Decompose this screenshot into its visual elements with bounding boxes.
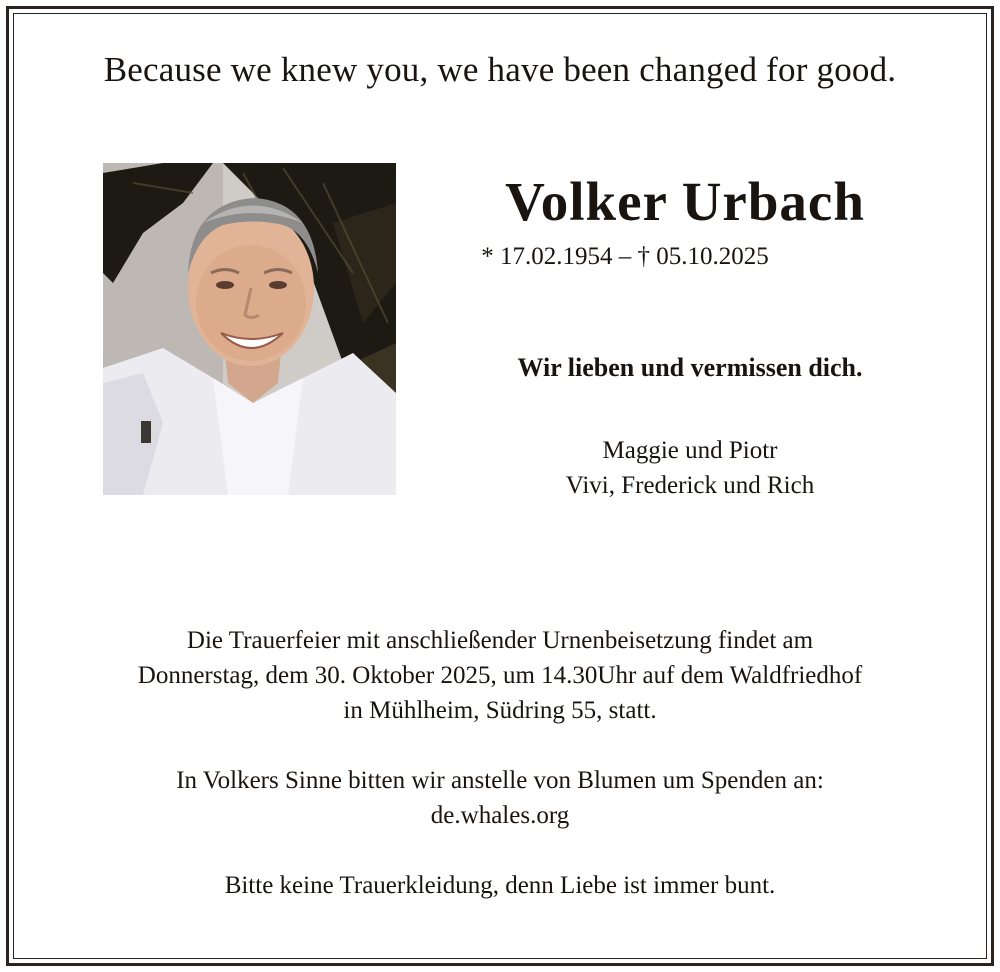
family-line: Maggie und Piotr	[602, 437, 778, 464]
family-names	[440, 433, 940, 503]
dress-code-note: Bitte keine Trauerkleidung, denn Liebe ist immer bunt.	[224, 872, 776, 899]
love-message: Wir lieben und vermissen dich.	[517, 353, 863, 382]
deceased-name: Volker Urbach	[505, 171, 865, 232]
donation-website: de.whales.org	[430, 802, 570, 829]
donation-text: In Volkers Sinne bitten wir anstelle von Blumen um Spenden an:	[176, 767, 824, 794]
ceremony-line: Die Trauerfeier mit anschließender Urnenbeisetzung findet am	[186, 627, 814, 654]
family-line: Vivi, Frederick und Rich	[565, 472, 815, 499]
ceremony-line: in Mühlheim, Südring 55, statt.	[343, 697, 657, 724]
motto-heading: Because we knew you, we have been changed for good.	[103, 50, 897, 89]
ceremony-details	[0, 623, 1000, 728]
life-dates: * 17.02.1954 – † 05.10.2025	[481, 243, 769, 270]
donation-request	[0, 763, 1000, 833]
portrait-photo	[103, 163, 396, 495]
ceremony-line: Donnerstag, dem 30. Oktober 2025, um 14.30Uhr auf dem Waldfriedhof	[137, 662, 863, 689]
